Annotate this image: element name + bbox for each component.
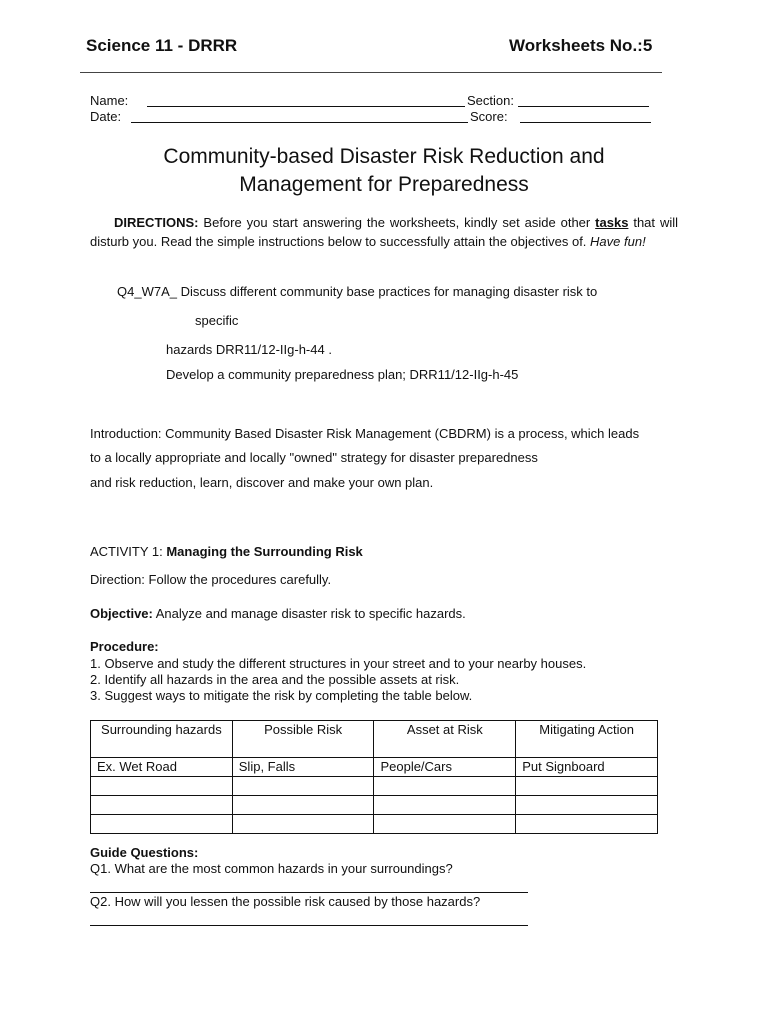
directions-label: DIRECTIONS:	[114, 215, 199, 230]
header-surrounding-hazards: Surrounding hazards	[91, 721, 233, 758]
activity-label: ACTIVITY 1:	[90, 544, 167, 559]
table-header-row	[91, 721, 658, 758]
intro-line-1: Introduction: Community Based Disaster Risk Management (CBDRM) is a process, which leads	[90, 426, 640, 441]
section-field[interactable]	[518, 95, 649, 107]
title-line-1: Community-based Disaster Risk Reduction and	[163, 145, 605, 168]
header-possible-risk: Possible Risk	[232, 721, 374, 758]
table-row	[91, 777, 658, 796]
table-cell: Ex. Wet Road	[91, 758, 233, 777]
answer-line-1[interactable]	[90, 892, 528, 893]
competency-line-3: hazards DRR11/12-IIg-h-44 .	[166, 342, 332, 357]
table-row	[91, 758, 658, 777]
header-mitigating-action: Mitigating Action	[516, 721, 658, 758]
directions-text-after: that will disturb you. Read the simple instructions below to successfully attain the objectives of.	[90, 215, 679, 249]
table-cell[interactable]	[516, 777, 658, 796]
section-label: Section:	[467, 93, 514, 108]
table-row	[91, 815, 658, 834]
directions-closing: Have fun!	[590, 234, 646, 249]
answer-line-2[interactable]	[90, 925, 528, 926]
table-cell[interactable]	[516, 796, 658, 815]
table-cell[interactable]	[232, 815, 374, 834]
table-cell[interactable]	[374, 815, 516, 834]
procedure-step-1: 1. Observe and study the different structures in your street and to your nearby houses.	[90, 656, 587, 671]
title-line-2: Management for Preparedness	[239, 173, 529, 196]
name-field[interactable]	[147, 95, 465, 107]
header-asset-at-risk: Asset at Risk	[374, 721, 516, 758]
worksheet-number: Worksheets No.:5	[509, 36, 653, 55]
score-label: Score:	[470, 109, 508, 124]
competency-line-1: Q4_W7A_ Discuss different community base practices for managing disaster risk to	[117, 284, 598, 299]
procedure-step-3: 3. Suggest ways to mitigate the risk by completing the table below.	[90, 688, 473, 703]
directions-emphasis: tasks	[595, 215, 629, 230]
activity-title: Managing the Surrounding Risk	[166, 544, 363, 559]
name-label: Name:	[90, 93, 129, 108]
risk-table	[90, 720, 658, 834]
table-cell: Put Signboard	[516, 758, 658, 777]
objective-text: Analyze and manage disaster risk to specific hazards.	[152, 606, 466, 621]
table-row	[91, 796, 658, 815]
score-field[interactable]	[520, 111, 651, 123]
table-cell[interactable]	[374, 777, 516, 796]
date-field[interactable]	[131, 111, 468, 123]
procedure-step-2: 2. Identify all hazards in the area and the possible assets at risk.	[90, 672, 460, 687]
header-divider	[80, 72, 662, 73]
guide-questions-label: Guide Questions:	[90, 845, 199, 860]
competency-line-4: Develop a community preparedness plan; DRR11/12-IIg-h-45	[166, 367, 519, 382]
objective-line	[90, 606, 466, 621]
intro-line-2: to a locally appropriate and locally "owned" strategy for disaster preparedness	[90, 450, 538, 465]
date-label: Date:	[90, 109, 122, 124]
table-cell[interactable]	[91, 796, 233, 815]
table-cell[interactable]	[232, 796, 374, 815]
subject-title: Science 11 - DRRR	[86, 36, 238, 55]
table-cell: Slip, Falls	[232, 758, 374, 777]
table-cell[interactable]	[91, 815, 233, 834]
activity-direction: Direction: Follow the procedures carefully.	[90, 572, 332, 587]
procedure-label: Procedure:	[90, 639, 159, 654]
document-title	[100, 143, 668, 199]
directions-text-before: Before you start answering the worksheets, kindly set aside other	[198, 215, 596, 230]
guide-question-1: Q1. What are the most common hazards in your surroundings?	[90, 861, 453, 876]
table-cell[interactable]	[516, 815, 658, 834]
guide-question-2: Q2. How will you lessen the possible risk caused by those hazards?	[90, 894, 481, 909]
directions-paragraph	[90, 213, 678, 251]
objective-label: Objective:	[90, 606, 153, 621]
table-cell: People/Cars	[374, 758, 516, 777]
competency-line-2: specific	[195, 313, 239, 328]
intro-line-3: and risk reduction, learn, discover and make your own plan.	[90, 475, 434, 490]
table-cell[interactable]	[232, 777, 374, 796]
table-cell[interactable]	[374, 796, 516, 815]
activity-heading	[90, 544, 363, 559]
table-cell[interactable]	[91, 777, 233, 796]
